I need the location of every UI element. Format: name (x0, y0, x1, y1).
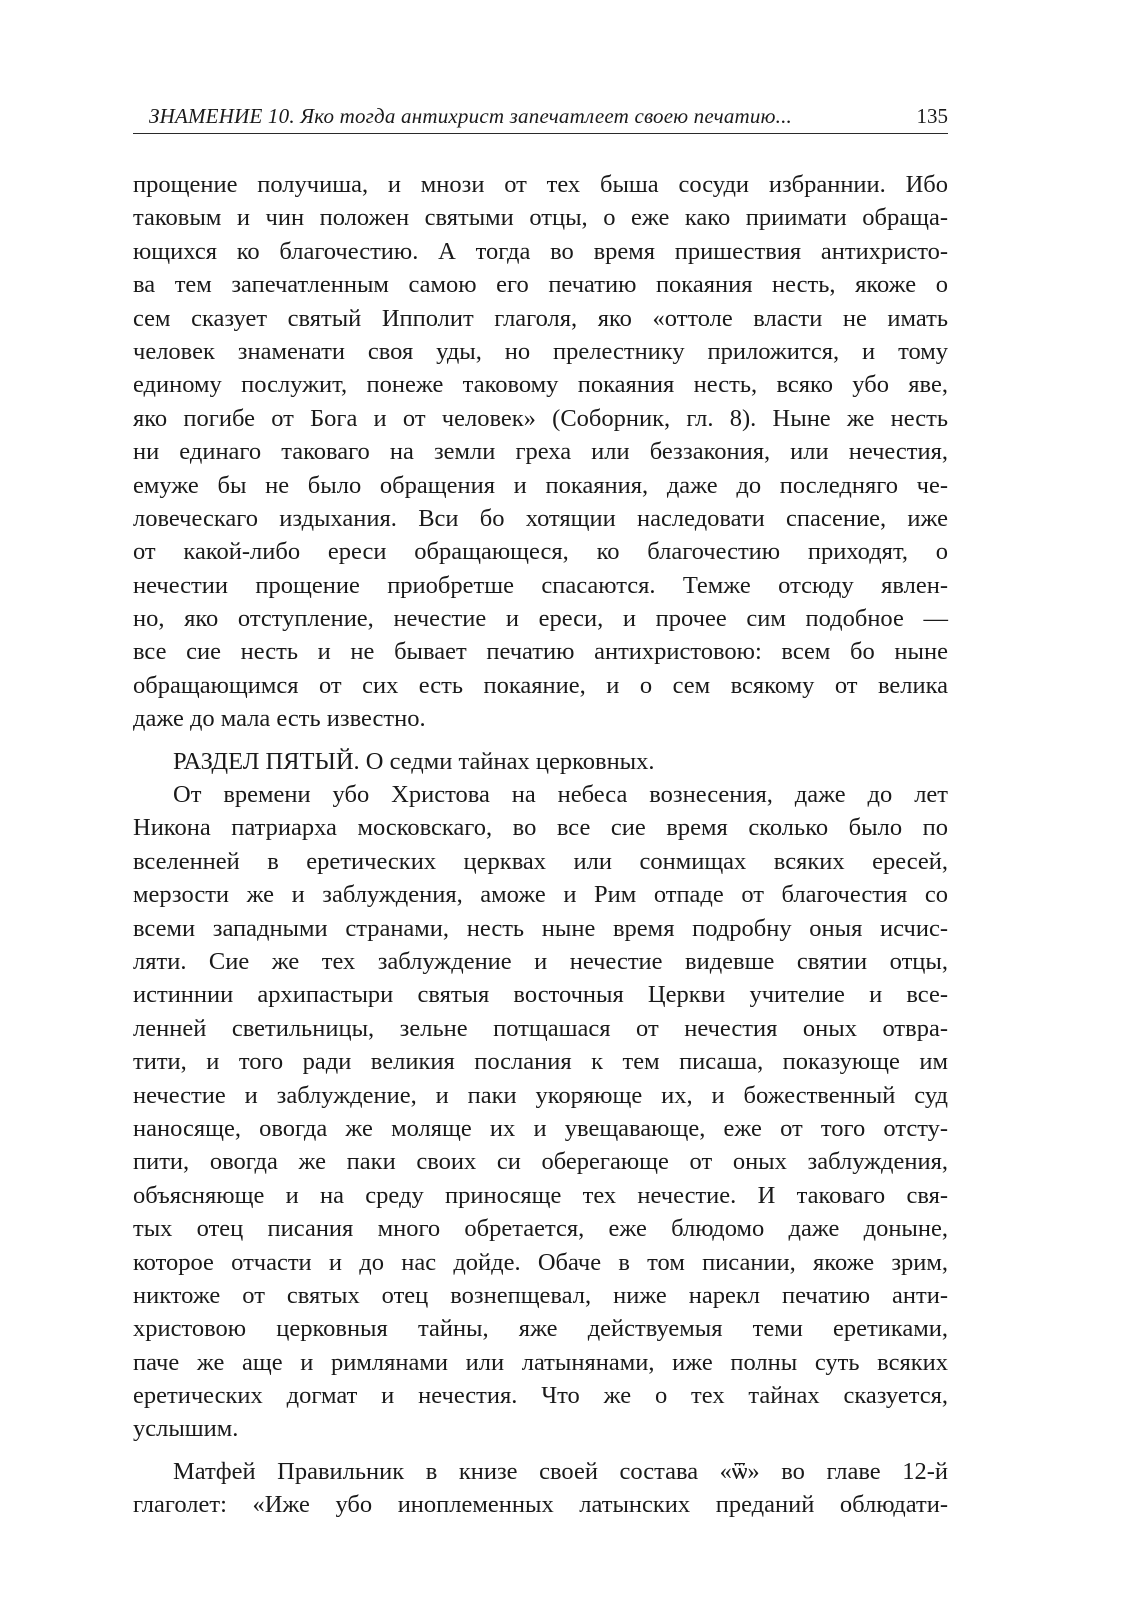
section-heading (133, 745, 948, 778)
text-line: сем сказует святый Ипполит глаголя, яко «оттоле власти не имать (133, 304, 948, 332)
paragraph (133, 1455, 948, 1522)
text-line: вселенней в еретических церквах или сонмищах всяких ересей, (133, 847, 948, 875)
text-line: христовою церковныя тайны, яже действуемыя теми еретиками, (133, 1315, 948, 1343)
text-line: всеми западными странами, несть ныне время подробну оныя исчис- (133, 914, 948, 942)
text-line: даже до мала есть известно. (133, 705, 426, 733)
running-header-title: ЗНАМЕНИЕ 10. Яко тогда антихрист запечатлеет своею печатию... (149, 104, 792, 128)
text-line: емуже бы не было обращения и покаяния, даже до последняго че- (133, 471, 948, 499)
text-line: тых отец писания много обретается, еже блюдомо даже доныне, (133, 1215, 948, 1243)
text-line: услышим. (133, 1415, 239, 1443)
text-line: но, яко отступление, нечестие и ереси, и прочее сим подобное — (133, 605, 948, 633)
text-line: от какой-либо ереси обращающеся, ко благочестию приходят, о (133, 538, 948, 566)
text-line: нечестие и заблуждение, и паки укоряюще их, и божественный суд (133, 1081, 948, 1109)
text-line: ва тем запечатленным самою его печатию покаяния несть, якоже о (133, 271, 948, 299)
text-line: мерзости же и заблуждения, аможе и Рим отпаде от благочестия со (133, 881, 948, 909)
text-line: нечестии прощение приобретше спасаются. Темже отсюду явлен- (133, 571, 948, 599)
text-line: человек знаменати своя уды, но прелестнику приложится, и тому (133, 337, 948, 365)
paragraph (133, 778, 948, 1446)
text-line: единому послужит, понеже таковому покаяния несть, всяко убо яве, (133, 371, 948, 399)
text-line: никтоже от святых отец вознепщевал, ниже нарекл печатию анти- (133, 1281, 948, 1309)
text-line: наносяще, овогда же моляще их и увещавающе, еже от того отсту- (133, 1114, 948, 1142)
text-line: ющихся ко благочестию. А тогда во время пришествия антихристо- (133, 237, 948, 265)
text-line: паче же аще и римлянами или латынянами, иже полны суть всяких (133, 1348, 948, 1376)
text-line: ни единаго таковаго на земли греха или беззакония, или нечестия, (133, 438, 948, 466)
page-number: 135 (916, 104, 948, 128)
text-line: Матфей Правильник в книзе своей состава «ѿ» во главе 12-й (173, 1457, 948, 1485)
text-line: пити, овогда же паки своих си оберегающе от оных заблуждения, (133, 1148, 948, 1176)
text-line: ляти. Сие же тех заблуждение и нечестие видевше святии отцы, (133, 947, 948, 975)
text-line: таковым и чин положен святыми отцы, о еже како приимати обраща- (133, 204, 948, 232)
page-body (133, 168, 948, 1522)
paragraph (133, 168, 948, 736)
text-line: обращающимся от сих есть покаяние, и о сем всякому от велика (133, 671, 948, 699)
running-header (133, 100, 948, 134)
text-line: глаголет: «Иже убо иноплеменных латынских преданий облюдати- (133, 1491, 948, 1519)
text-line: яко погибе от Бога и от человек» (Соборник, гл. 8). Ныне же несть (133, 404, 948, 432)
section-heading-text: РАЗДЕЛ ПЯТЫЙ. О седми тайнах церковных. (173, 747, 655, 775)
text-line: От времени убо Христова на небеса вознесения, даже до лет (173, 781, 948, 809)
book-page (133, 0, 948, 1600)
text-line: объясняюще и на среду приносяще тех нечестие. И таковаго свя- (133, 1181, 948, 1209)
text-line: ловеческаго издыхания. Вси бо хотящии наследовати спасение, иже (133, 504, 948, 532)
text-line: которое отчасти и до нас дойде. Обаче в том писании, якоже зрим, (133, 1248, 948, 1276)
text-line: тити, и того ради великия послания к тем писаша, показующе им (133, 1048, 948, 1076)
text-line: все сие несть и не бывает печатию антихристовою: всем бо ныне (133, 638, 948, 666)
text-line: еретических догмат и нечестия. Что же о тех тайнах сказуется, (133, 1382, 948, 1410)
text-line: истиннии архипастыри святыя восточныя Церкви учителие и все- (133, 981, 948, 1009)
text-line: ленней светильницы, зельне потщашася от нечестия оных отвра- (133, 1014, 948, 1042)
text-line: Никона патриарха московскаго, во все сие время сколько было по (133, 814, 948, 842)
text-line: прощение получиша, и мнози от тех быша сосуди избраннии. Ибо (133, 171, 948, 198)
